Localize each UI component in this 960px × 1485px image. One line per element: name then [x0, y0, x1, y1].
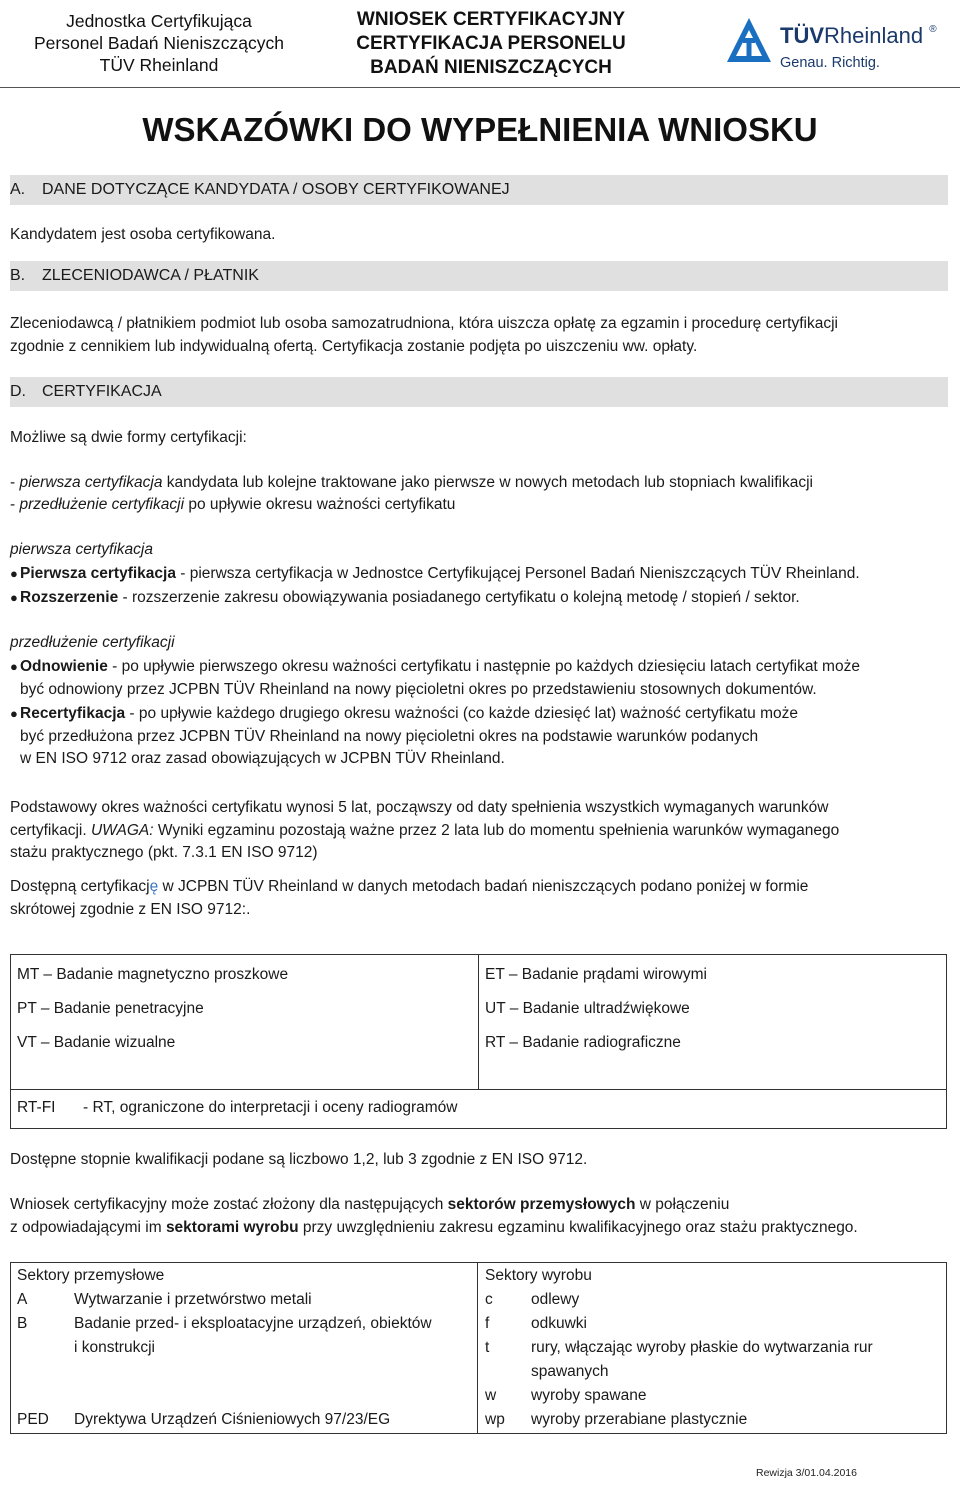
issuer-block [14, 10, 304, 76]
industrial-sector-code: PED [17, 1411, 49, 1428]
industrial-sector-code: B [17, 1315, 28, 1332]
issuer-line: Personel Badań Nieniszczących [34, 33, 284, 53]
issuer-line: Jednostka Certyfikująca [66, 11, 252, 31]
industrial-sector-name: Dyrektywa Urządzeń Ciśnieniowych 97/23/EG [74, 1411, 391, 1428]
certification-form-first: - pierwsza certyfikacja kandydata lub kolejne traktowane jako pierwsze w nowych metodach lub stopniach kwalifikacji [10, 474, 813, 491]
form-title-line: BADAŃ NIENISZCZĄCYCH [370, 57, 612, 78]
method-item: RT – Badanie radiograficzne [485, 1034, 681, 1051]
sectors-intro-paragraph: Wniosek certyfikacyjny może zostać złożony dla następujących sektorów przemysłowych w połączeniu z odpowiadającymi im sektorami wyrobu przy uwzględnieniu zakresu egzaminu kwalifikacyjnego oraz stażu praktycznego. [10, 1196, 858, 1236]
industrial-sector-name-cont: i konstrukcji [74, 1339, 155, 1356]
section-a-heading: A. DANE DOTYCZĄCE KANDYDATA / OSOBY CERTYFIKOWANEJ [10, 175, 948, 205]
column-divider [477, 1263, 478, 1433]
product-sector-code: c [485, 1291, 493, 1308]
logo-wordmark: TÜVRheinland ® [780, 23, 937, 48]
method-item: VT – Badanie wizualne [17, 1034, 176, 1051]
qualification-levels-text: Dostępne stopnie kwalifikacji podane są liczbowo 1,2, lub 3 zgodnie z EN ISO 9712. [10, 1151, 588, 1168]
tuv-triangle-logo-icon [724, 16, 774, 66]
product-sector-name: wyroby przerabiane plastycznie [531, 1411, 748, 1428]
rt-fi-code: RT-FI [17, 1099, 56, 1116]
methods-column-left [11, 955, 479, 1089]
validity-paragraph: Podstawowy okres ważności certyfikatu wynosi 5 lat, począwszy od daty spełnienia wszystkich wymaganych warunków certyfikacji. UWAGA: Wyniki egzaminu pozostają ważne przez 2 lata lub do momentu spełnienia warunków wymaganego stażu praktycznego (pkt. 7.3.1 EN ISO 9712) [10, 799, 840, 861]
industrial-sector-code: A [17, 1291, 28, 1308]
document-header [0, 0, 960, 88]
logo-tagline: Genau. Richtig. [780, 55, 880, 71]
rt-fi-description: - RT, ograniczone do interpretacji i oceny radiogramów [83, 1099, 458, 1116]
product-sector-name: rury, włączając wyroby płaskie do wytwarzania rur [531, 1339, 873, 1356]
product-sector-name: odlewy [531, 1291, 580, 1308]
method-item: MT – Badanie magnetyczno proszkowe [17, 966, 289, 983]
rt-fi-row [10, 1089, 947, 1129]
bullet-icon: ● [10, 566, 18, 581]
certification-form-extension: - przedłużenie certyfikacji po upływie okresu ważności certyfikatu [10, 496, 456, 513]
revision-footer: Rewizja 3/01.04.2016 [756, 1467, 857, 1479]
bullet-first-certification: ● Pierwsza certyfikacja - pierwsza certyfikacja w Jednostce Certyfikującej Personel Badań Nieniszczących TÜV Rheinland. [10, 563, 946, 586]
product-sector-name: odkuwki [531, 1315, 587, 1332]
tuv-logo [724, 12, 954, 76]
sectors-table [10, 1262, 947, 1434]
product-sector-name: wyroby spawane [531, 1387, 647, 1404]
first-certification-subheading: pierwsza certyfikacja [10, 541, 153, 558]
product-sector-code: f [485, 1315, 490, 1332]
bullet-recertification: ● Recertyfikacja - po upływie każdego drugiego okresu ważności (co każde dziesięć lat) ważność certyfikatu może być przedłużona przez JCPBN TÜV Rheinland na nowy pięcioletni okres na podstawie warunków podanych w EN ISO 9712 oraz zasad obowiązujących w JCPBN TÜV Rheinland. [10, 705, 798, 767]
product-sector-code: wp [485, 1411, 505, 1428]
industrial-sector-name: Wytwarzanie i przetwórstwo metali [74, 1291, 312, 1308]
method-item: ET – Badanie prądami wirowymi [485, 966, 707, 983]
section-b-text: Zleceniodawcą / płatnikiem podmiot lub osoba samozatrudniona, która uiszcza opłatę za egzamin i procedurę certyfikacji zgodnie z cennikiem lub indywidualną ofertą. Certyfikacja zostanie podjęta po uiszczeniu ww. opłaty. [10, 315, 838, 355]
bullet-renewal: ● Odnowienie - po upływie pierwszego okresu ważności certyfikatu i następnie po każdych dziesięciu latach certyfikat może być odnowiony przez JCPBN TÜV Rheinland na nowy pięcioletni okres po przedstawieniu stosownych dokumentów. [10, 658, 860, 698]
bullet-icon: ● [10, 659, 18, 674]
page-title: WSKAZÓWKI DO WYPEŁNIENIA WNIOSKU [142, 111, 818, 148]
bullet-icon: ● [10, 706, 18, 721]
certification-forms-intro: Możliwe są dwie formy certyfikacji: [10, 429, 247, 446]
bullet-extension: ● Rozszerzenie - rozszerzenie zakresu obowiązywania posiadanego certyfikatu o kolejną metodę / stopień / sektor. [10, 587, 946, 610]
section-d-heading: D. CERTYFIKACJA [10, 377, 948, 407]
product-sector-code: t [485, 1339, 490, 1356]
available-methods-paragraph: Dostępną certyfikację w JCPBN TÜV Rheinland w danych metodach badań nieniszczących podano poniżej w formie skrótowej zgodnie z EN ISO 9712:. [10, 878, 809, 918]
form-title-line: WNIOSEK CERTYFIKACYJNY [356, 9, 626, 30]
form-title-line: CERTYFIKACJA PERSONELU [356, 33, 626, 54]
product-sectors-header: Sektory wyrobu [485, 1267, 592, 1284]
form-title-block [318, 8, 664, 80]
ndt-methods-table [10, 954, 947, 1090]
method-item: UT – Badanie ultradźwiękowe [485, 1000, 690, 1017]
methods-column-right [479, 955, 946, 1089]
issuer-line: TÜV Rheinland [99, 55, 219, 75]
product-sector-name-cont: spawanych [531, 1363, 609, 1380]
section-b-heading: B. ZLECENIODAWCA / PŁATNIK [10, 261, 948, 291]
product-sector-code: w [485, 1387, 497, 1404]
industrial-sector-name: Badanie przed- i eksploatacyjne urządzeń, obiektów [74, 1315, 432, 1332]
bullet-icon: ● [10, 590, 18, 605]
method-item: PT – Badanie penetracyjne [17, 1000, 204, 1017]
section-a-text: Kandydatem jest osoba certyfikowana. [10, 226, 276, 243]
industrial-sectors-header: Sektory przemysłowe [17, 1267, 165, 1284]
extension-subheading: przedłużenie certyfikacji [10, 634, 175, 651]
